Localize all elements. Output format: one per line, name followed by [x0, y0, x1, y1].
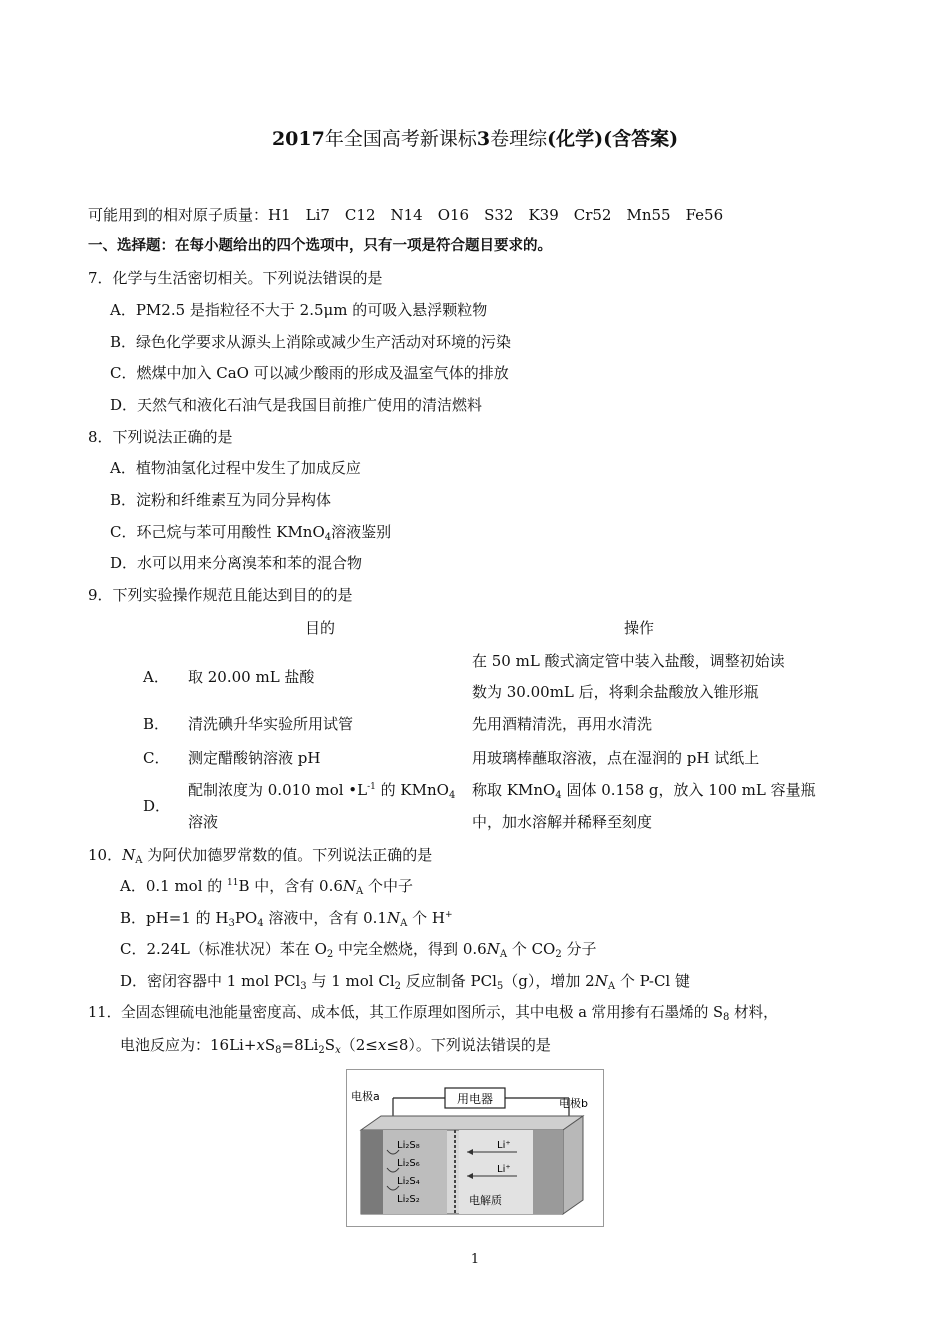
q9-row-a-label: A．	[143, 668, 169, 686]
q10-option-d	[120, 971, 690, 991]
q9-stem: 9．下列实验操作规范且能达到目的的是	[88, 586, 353, 604]
q10-b-sup: +	[444, 910, 453, 920]
q10-stem-text: 为阿伏加德罗常数的值。下列说法正确的是	[142, 846, 433, 864]
q7-option-c: C．燃煤中加入 CaO 可以减少酸雨的形成及温室气体的排放	[110, 364, 509, 382]
electrode-b-label: 电极b	[559, 1097, 588, 1110]
q11-line1-post: 材料，	[729, 1004, 778, 1021]
q11-l2-cond-post: ≤8）。下列说法错误的是	[386, 1036, 551, 1054]
q9-row-d-op2: 中，加水溶解并稀释至刻度	[472, 813, 653, 831]
q9-d-op-post: 固体 0.158 g，放入 100 mL 容量瓶	[561, 781, 816, 799]
q10-d-mid2: 反应制备 PCl	[401, 972, 497, 990]
q9-d-op-sub: 4	[555, 790, 562, 801]
q10-c-mid: 中完全燃烧，得到 0.6	[333, 940, 487, 958]
li-ion-label-2: Li⁺	[497, 1164, 511, 1175]
q10-d-post: 个 P-Cl 键	[615, 972, 690, 990]
q11-l2-subx-x: x	[335, 1045, 341, 1056]
species-li2s8: Li₂S₈	[397, 1140, 420, 1151]
q8-option-b: B．淀粉和纤维素互为同分异构体	[110, 491, 332, 509]
q11-l2-s: S	[264, 1036, 276, 1054]
q7-option-d: D．天然气和液化石油气是我国目前推广使用的清洁燃料	[110, 396, 483, 414]
battery-top-face	[361, 1116, 583, 1130]
q10-option-a	[120, 876, 413, 896]
battery-diagram-svg	[347, 1070, 603, 1226]
page-title	[0, 124, 950, 151]
section-header: 一、选择题：在每小题给出的四个选项中，只有一项是符合题目要求的。	[88, 238, 552, 254]
q11-l2-sub1: 8	[275, 1045, 282, 1056]
species-li2s4: Li₂S₄	[397, 1176, 420, 1187]
q7-stem: 7．化学与生活密切相关。下列说法错误的是	[88, 269, 383, 287]
q11-line1-sub: 8	[722, 1012, 730, 1023]
q8-c-text: C．环己烷与苯可用酸性 KMnO	[110, 523, 325, 541]
q10-d-sub2: 2	[394, 981, 401, 992]
q10-a-mid: B 中，含有 0.6	[238, 877, 343, 895]
q9-row-a-op2: 数为 30.00mL 后，将剩余盐酸放入锥形瓶	[472, 683, 759, 701]
q8-option-d: D．水可以用来分离溴苯和苯的混合物	[110, 554, 363, 572]
q10-c-n: N	[486, 940, 500, 958]
q10-b-n: N	[386, 909, 401, 927]
electrolyte-label: 电解质	[469, 1194, 502, 1207]
q10-c-text: C．2.24L（标准状况）苯在 O	[120, 940, 327, 958]
q10-c-sub1: 2	[326, 949, 334, 960]
q9-row-c-label: C．	[143, 749, 170, 767]
q9-d-purpose-sup: -1	[367, 782, 376, 792]
battery-diagram	[346, 1069, 604, 1227]
q9-row-d-purpose2: 溶液	[188, 813, 219, 831]
q9-row-d-label: D．	[143, 797, 171, 815]
q10-d-mid3: （g），增加 2	[503, 972, 595, 990]
q9-row-b-op: 先用酒精清洗，再用水清洗	[472, 715, 653, 733]
title-part1: 年全国高考新课标	[324, 128, 477, 150]
q10-b-sub2: 4	[257, 918, 264, 929]
q10-b-mid1: PO	[234, 909, 258, 927]
q10-a-sup: 11	[227, 878, 239, 888]
q10-d-mid1: 与 1 mol Cl	[306, 972, 395, 990]
q9-col-operation: 操作	[624, 619, 655, 637]
q11-l2-x: x	[256, 1036, 265, 1054]
species-li2s6: Li₂S₆	[397, 1158, 420, 1169]
q10-c-post2: 分子	[561, 940, 597, 958]
q9-row-b-purpose: 清洗碘升华实验所用试管	[188, 715, 354, 733]
q10-c-sub2: 2	[555, 949, 562, 960]
q10-a-n: N	[342, 877, 357, 895]
page-number: 1	[470, 1252, 480, 1267]
species-li2s2: Li₂S₂	[397, 1194, 420, 1205]
q8-stem: 8．下列说法正确的是	[88, 428, 233, 446]
q11-l2-mid: =8Li	[281, 1036, 319, 1054]
q9-d-purpose-sub: 4	[448, 790, 456, 801]
device-label: 用电器	[456, 1092, 494, 1106]
q11-stem-line2	[120, 1035, 551, 1055]
q11-l2-cond-pre: （2≤	[340, 1036, 378, 1054]
q9-d-purpose-text: 配制浓度为 0.010 mol •L	[188, 781, 368, 799]
q10-option-b	[120, 908, 453, 928]
q10-option-c	[120, 939, 597, 959]
q11-line1-text: 11．全固态锂硫电池能量密度高、成本低，其工作原理如图所示，其中电极 a 常用掺有石墨烯的 S	[88, 1004, 723, 1021]
q9-row-d-purpose1	[188, 780, 455, 800]
title-part2: 卷理综	[490, 128, 548, 150]
electrode-b-slab	[533, 1130, 563, 1214]
q9-col-purpose: 目的	[305, 619, 336, 637]
q8-option-c	[110, 522, 391, 542]
q10-c-n-sub: A	[499, 949, 508, 960]
q10-num: 10．	[88, 846, 123, 864]
q11-l2-s2: S	[324, 1036, 336, 1054]
q9-row-a-purpose: 取 20.00 mL 盐酸	[188, 668, 315, 686]
q11-stem-line1	[88, 1003, 778, 1023]
q9-row-c-op: 用玻璃棒蘸取溶液，点在湿润的 pH 试纸上	[472, 749, 760, 767]
q11-l2-sub2: 2	[318, 1045, 325, 1056]
q10-d-sub1: 3	[300, 981, 307, 992]
electrode-a-slab	[361, 1130, 383, 1214]
q10-a-text: A．0.1 mol 的	[120, 877, 228, 895]
q10-d-sub3: 5	[496, 981, 504, 992]
q9-d-op-text: 称取 KMnO	[472, 781, 556, 799]
q10-b-sub1: 3	[228, 918, 235, 929]
q9-row-d-op1	[472, 780, 816, 800]
li-ion-label-1: Li⁺	[497, 1140, 511, 1151]
q9-row-b-label: B．	[143, 715, 170, 733]
battery-side-face	[563, 1116, 583, 1214]
q9-d-purpose-mid: 的 KMnO	[375, 781, 449, 799]
q7-option-b: B．绿色化学要求从源头上消除或减少生产活动对环境的污染	[110, 333, 512, 351]
q10-b-n-sub: A	[400, 918, 408, 929]
q7-option-a: A．PM2.5 是指粒径不大于 2.5μm 的可吸入悬浮颗粒物	[110, 301, 488, 319]
q8-c-sub: 4	[324, 532, 332, 543]
q10-a-n-sub: A	[356, 886, 364, 897]
title-num: 3	[476, 128, 491, 150]
q10-a-post: 个中子	[363, 877, 414, 895]
q9-row-c-purpose: 测定醋酸钠溶液 pH	[188, 749, 321, 767]
q8-c-post: 溶液鉴别	[331, 523, 392, 541]
electrode-a-label: 电极a	[351, 1090, 380, 1103]
q9-row-a-op1: 在 50 mL 酸式滴定管中装入盐酸，调整初始读	[472, 652, 785, 670]
q11-l2-pre: 电池反应为：16Li+	[120, 1036, 257, 1054]
title-paren: (化学)(含答案)	[547, 128, 679, 150]
q10-d-n-sub: A	[607, 981, 616, 992]
q8-option-a: A．植物油氢化过程中发生了加成反应	[110, 459, 361, 477]
q10-b-text: B．pH=1 的 H	[120, 909, 229, 927]
q10-d-text: D．密闭容器中 1 mol PCl	[120, 972, 301, 990]
q10-stem	[88, 845, 432, 865]
q10-b-post: 个 H	[407, 909, 445, 927]
q10-n-sub: A	[135, 855, 143, 866]
title-year: 2017	[271, 128, 325, 150]
q10-c-post1: 个 CO	[507, 940, 556, 958]
q11-l2-cond-x: x	[377, 1036, 387, 1054]
q10-b-mid2: 溶液中，含有 0.1	[263, 909, 387, 927]
q10-d-n: N	[594, 972, 608, 990]
atomic-masses-line: 可能用到的相对原子质量：H1 Li7 C12 N14 O16 S32 K39 Cr52 Mn55 Fe56	[88, 206, 724, 224]
q10-n: N	[122, 846, 136, 864]
